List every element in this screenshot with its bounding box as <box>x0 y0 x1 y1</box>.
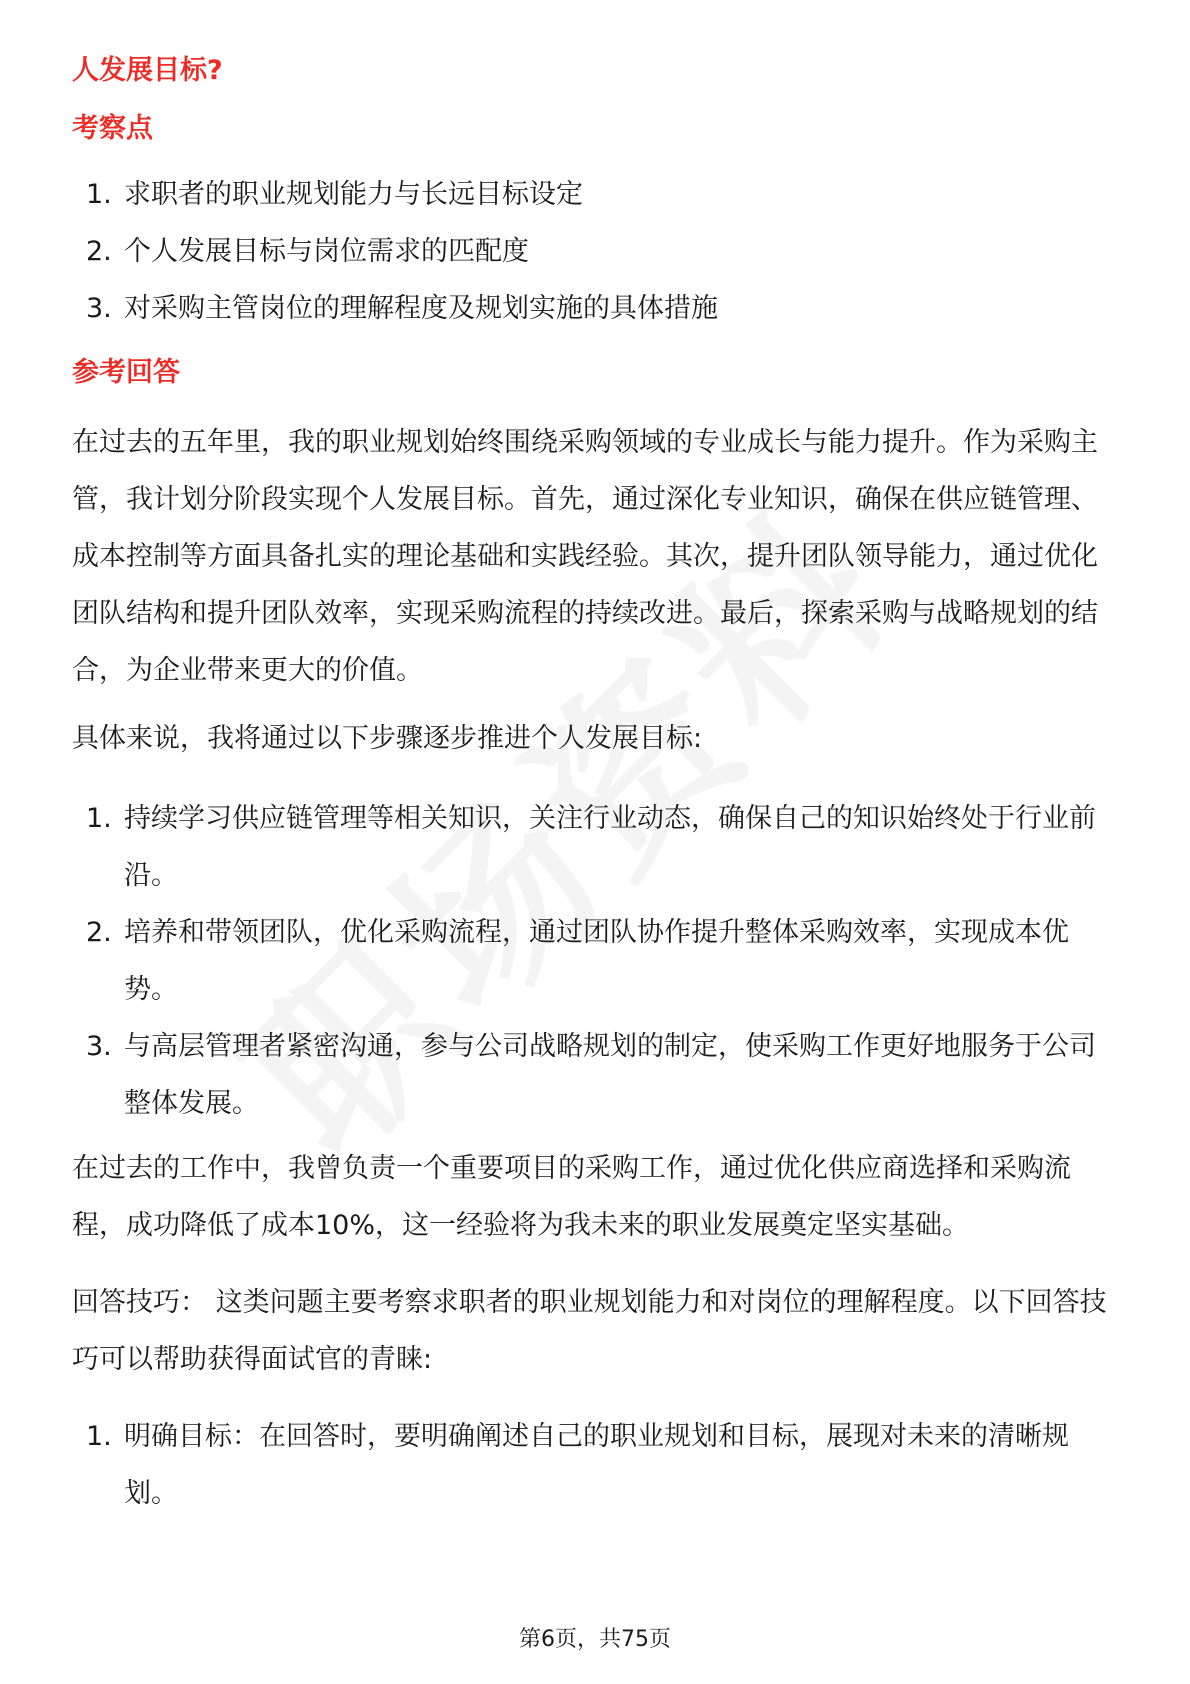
list-item: 3. 与高层管理者紧密沟通，参与公司战略规划的制定，使采购工作更好地服务于公司整体发展。 <box>86 1031 1096 1119</box>
page-footer: 第6页，共75页 <box>519 1627 671 1652</box>
list-item: 1. 求职者的职业规划能力与长远目标设定 <box>86 179 583 210</box>
answer-paragraph-1: 在过去的五年里，我的职业规划始终围绕采购领域的专业成长与能力提升。作为采购主管，我计划分阶段实现个人发展目标。首先，通过深化专业知识，确保在供应链管理、成本控制等方面具备扎实的理论基础和实践经验。其次，提升团队领导能力，通过优化团队结构和提升团队效率，实现采购流程的持续改进。最后，探索采购与战略规划的结合，为企业带来更大的价值。 <box>72 427 1098 686</box>
reference-answer-heading: 参考回答 <box>72 357 180 388</box>
list-item: 2. 培养和带领团队，优化采购流程，通过团队协作提升整体采购效率，实现成本优势。 <box>86 917 1069 1005</box>
examine-points-heading: 考察点 <box>72 113 153 144</box>
answer-paragraph-2: 具体来说，我将通过以下步骤逐步推进个人发展目标: <box>72 723 703 754</box>
steps-list <box>72 790 1122 1132</box>
answer-paragraph-3: 在过去的工作中，我曾负责一个重要项目的采购工作，通过优化供应商选择和采购流程，成功降低了成本10%，这一经验将为我未来的职业发展奠定坚实基础。 <box>72 1153 1071 1241</box>
question-heading-tail: 人发展目标? <box>72 55 223 86</box>
list-item: 1. 明确目标：在回答时，要明确阐述自己的职业规划和目标，展现对未来的清晰规划。 <box>86 1421 1069 1509</box>
list-item: 3. 对采购主管岗位的理解程度及规划实施的具体措施 <box>86 293 718 324</box>
answer-tips-intro: 回答技巧： 这类问题主要考察求职者的职业规划能力和对岗位的理解程度。以下回答技巧可以帮助获得面试官的青睐: <box>72 1287 1107 1375</box>
list-item: 2. 个人发展目标与岗位需求的匹配度 <box>86 236 529 267</box>
examine-points-list <box>72 166 1122 337</box>
tips-list <box>72 1408 1122 1522</box>
list-item: 1. 持续学习供应链管理等相关知识，关注行业动态，确保自己的知识始终处于行业前沿。 <box>86 803 1096 891</box>
